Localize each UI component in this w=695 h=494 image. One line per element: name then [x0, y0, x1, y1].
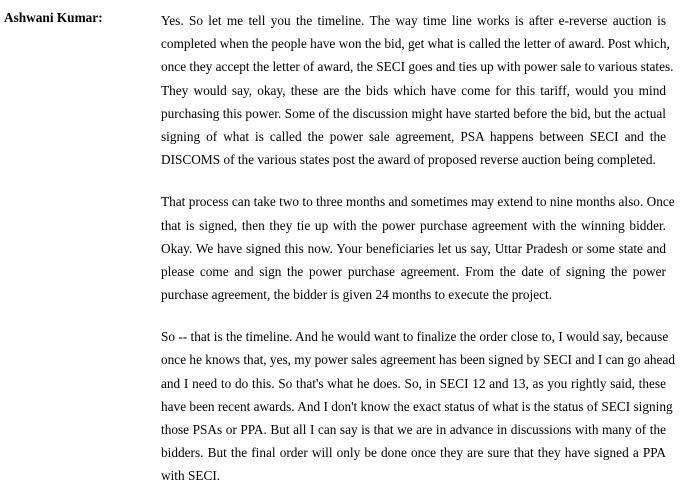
text-line: That process can take two to three months and sometimes may extend to nine months also. Once	[161, 194, 675, 210]
text-line: once he knows that, yes, my power sales agreement has been signed by SECI and I can go ahead	[161, 352, 675, 368]
text-line: DISCOMS of the various states post the award of proposed reverse auction being completed.	[161, 152, 656, 168]
text-line: that is signed, then they tie up with the power purchase agreement with the winning bidder.	[161, 217, 666, 233]
text-line: So -- that is the timeline. And he would want to finalize the order close to, I would say, because	[161, 329, 669, 345]
text-line: Yes. So let me tell you the timeline. The way time line works is after e-reverse auction is	[161, 13, 666, 28]
paragraph-timeline	[161, 9, 674, 171]
text-line: once they accept the letter of award, the SECI goes and ties up with power sale to various states.	[161, 59, 674, 75]
text-line: bidders. But the final order will only be done once they are sure that they have signed a PPA	[161, 445, 666, 461]
text-line: completed when the people have won the bid, get what is called the letter of award. Post which,	[161, 36, 670, 52]
text-line: Okay. We have signed this now. Your beneficiaries let us say, Uttar Pradesh or some state and	[161, 240, 666, 256]
text-line: with SECI.	[161, 468, 221, 484]
speech-body	[161, 9, 675, 488]
text-line: purchasing this power. Some of the discussion might have started before the bid, but the actual	[161, 105, 666, 121]
text-line: please come and sign the power purchase agreement. From the date of signing the power	[161, 263, 666, 279]
text-line: and I need to do this. So that's what he does. So, in SECI 12 and 13, as you rightly said, these	[161, 375, 666, 391]
paragraph-process-duration	[161, 190, 675, 306]
speaker-name: Ashwani Kumar:	[4, 10, 103, 25]
paragraph-final-order	[161, 325, 675, 487]
text-line: have been recent awards. And I don't know the exact status of what is the status of SECI signing	[161, 398, 673, 414]
text-line: purchase agreement, the bidder is given 24 months to execute the project.	[161, 287, 553, 303]
text-line: They would say, okay, these are the bids which have come for this tariff, would you mind	[161, 82, 666, 98]
text-line: those PSAs or PPA. But all I can say is that we are in advance in discussions with many of the	[161, 422, 666, 437]
text-line: signing of what is called the power sale agreement, PSA happens between SECI and the	[161, 128, 666, 144]
